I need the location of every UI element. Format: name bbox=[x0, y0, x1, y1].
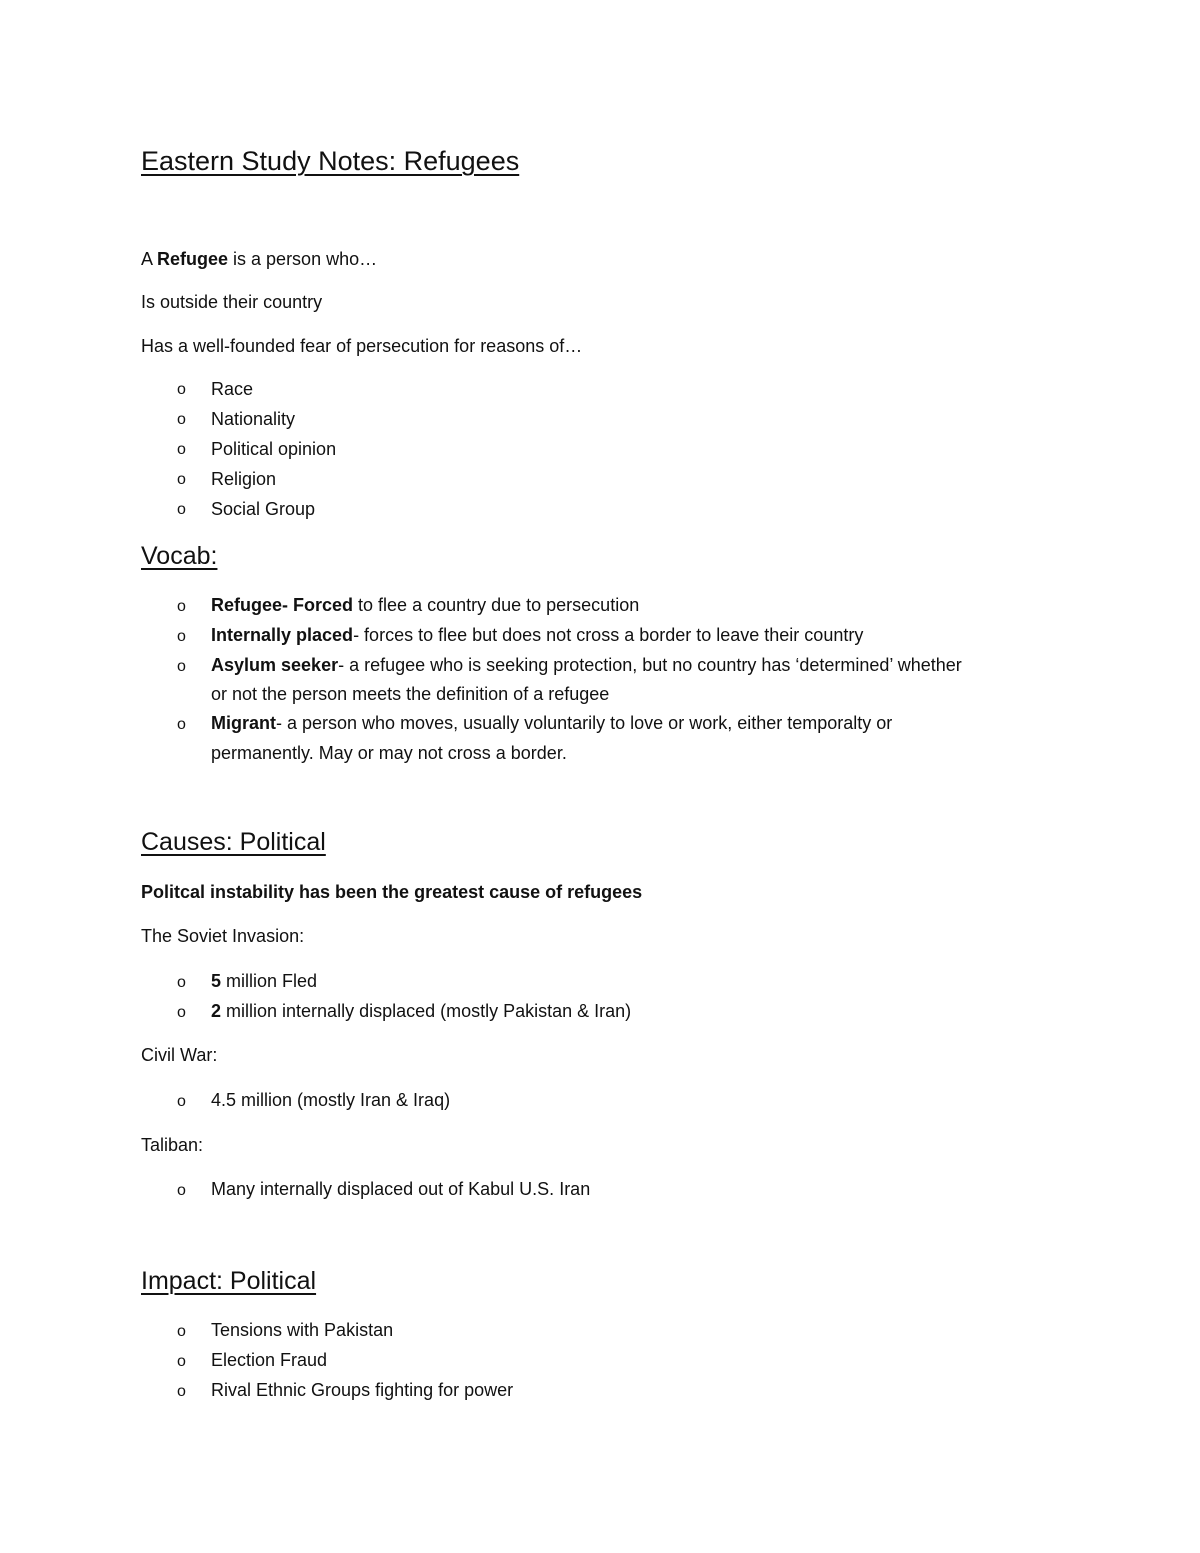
soviet-invasion-label: The Soviet Invasion: bbox=[141, 926, 305, 946]
vocab-item-asylum-seeker-cont: or not the person meets the definition of a refugee bbox=[211, 684, 610, 704]
bullet-icon: o bbox=[177, 598, 186, 615]
vocab-term: Migrant bbox=[211, 713, 276, 733]
intro-line-fear: Has a well-founded fear of persecution for reasons of… bbox=[141, 336, 583, 356]
vocab-item-refugee bbox=[211, 590, 639, 620]
list-item: 4.5 million (mostly Iran & Iraq) bbox=[211, 1090, 451, 1110]
bullet-icon: o bbox=[177, 716, 186, 733]
bullet-icon: o bbox=[177, 628, 186, 645]
intro-line-outside-country: Is outside their country bbox=[141, 292, 323, 312]
list-item: Religion bbox=[211, 469, 277, 489]
list-item: Election Fraud bbox=[211, 1350, 328, 1370]
bullet-icon: o bbox=[177, 658, 186, 675]
vocab-term: Asylum seeker bbox=[211, 655, 339, 675]
bullet-icon: o bbox=[177, 411, 186, 428]
bullet-icon: o bbox=[177, 471, 186, 488]
bullet-icon: o bbox=[177, 1093, 186, 1110]
list-item: Race bbox=[211, 379, 254, 399]
civil-war-label: Civil War: bbox=[141, 1045, 218, 1065]
causes-heading: Causes: Political bbox=[141, 828, 326, 856]
list-item: Rival Ethnic Groups fighting for power bbox=[211, 1380, 514, 1400]
definition-prefix: A bbox=[141, 249, 158, 269]
list-item: Nationality bbox=[211, 409, 296, 429]
causes-lead-text: Politcal instability has been the greatest cause of refugees bbox=[141, 882, 643, 902]
list-item-text: million Fled bbox=[221, 971, 318, 991]
figure-bold: 2 bbox=[211, 1001, 222, 1021]
vocab-item-migrant bbox=[211, 708, 892, 738]
page-title: Eastern Study Notes: Refugees bbox=[141, 146, 520, 176]
list-item bbox=[211, 966, 317, 996]
bullet-icon: o bbox=[177, 974, 186, 991]
refugee-definition bbox=[141, 248, 377, 270]
vocab-text: - forces to flee but does not cross a border to leave their country bbox=[353, 625, 864, 645]
list-item: Political opinion bbox=[211, 439, 337, 459]
bullet-icon: o bbox=[177, 381, 186, 398]
vocab-item-migrant-cont: permanently. May or may not cross a border. bbox=[211, 743, 567, 763]
vocab-item-internally-placed bbox=[211, 620, 863, 650]
bullet-icon: o bbox=[177, 1383, 186, 1400]
list-item: Social Group bbox=[211, 499, 316, 519]
list-item-text: million internally displaced (mostly Pakistan & Iran) bbox=[221, 1001, 632, 1021]
taliban-label: Taliban: bbox=[141, 1135, 204, 1155]
vocab-item-asylum-seeker bbox=[211, 650, 962, 680]
causes-lead bbox=[141, 881, 642, 903]
impact-heading: Impact: Political bbox=[141, 1267, 317, 1295]
figure-bold: 5 bbox=[211, 971, 222, 991]
list-item: Tensions with Pakistan bbox=[211, 1320, 394, 1340]
bullet-icon: o bbox=[177, 1182, 186, 1199]
vocab-text: - a person who moves, usually voluntarily to love or work, either temporalty or bbox=[276, 713, 893, 733]
vocab-text: to flee a country due to persecution bbox=[353, 595, 640, 615]
bullet-icon: o bbox=[177, 1004, 186, 1021]
definition-term: Refugee bbox=[157, 249, 229, 269]
bullet-icon: o bbox=[177, 441, 186, 458]
bullet-icon: o bbox=[177, 1323, 186, 1340]
vocab-term: Refugee- Forced bbox=[211, 595, 354, 615]
bullet-icon: o bbox=[177, 1353, 186, 1370]
list-item: Many internally displaced out of Kabul U.S. Iran bbox=[211, 1179, 591, 1199]
bullet-icon: o bbox=[177, 501, 186, 518]
vocab-term: Internally placed bbox=[211, 625, 354, 645]
list-item bbox=[211, 996, 631, 1026]
vocab-text: - a refugee who is seeking protection, but no country has ‘determined’ whether bbox=[338, 655, 962, 675]
vocab-heading: Vocab: bbox=[141, 542, 218, 570]
definition-rest: is a person who… bbox=[228, 249, 378, 269]
